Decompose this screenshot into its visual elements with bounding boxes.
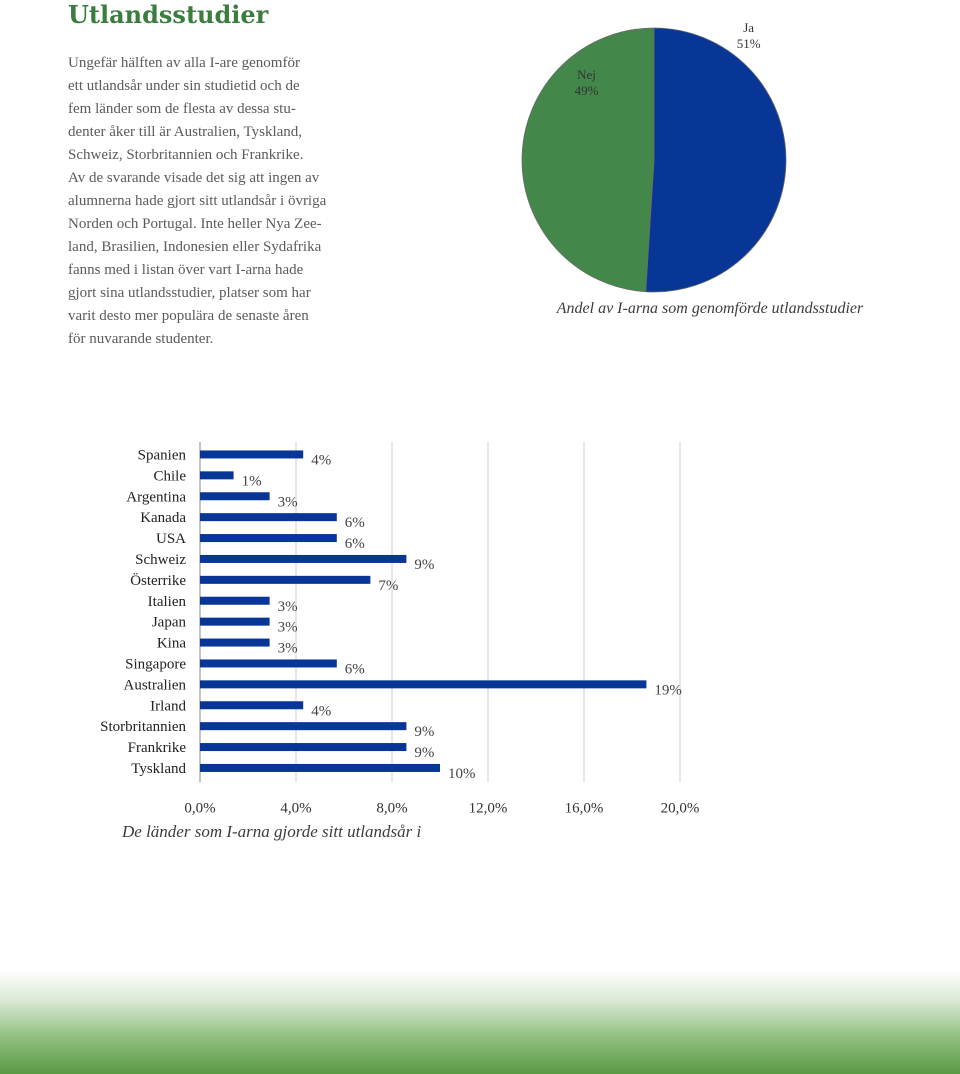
category-label: Italien (147, 593, 186, 610)
intro-line: gjort sina utlandsstudier, platser som har (68, 285, 311, 301)
category-label: Japan (151, 614, 186, 631)
value-label: 3% (277, 494, 298, 511)
category-label: Kanada (140, 510, 186, 527)
category-label: USA (155, 531, 186, 548)
category-label: Österrike (130, 572, 186, 589)
bar-usa (200, 534, 337, 542)
x-tick-label: 4,0% (280, 800, 312, 817)
x-tick-label: 0,0% (184, 800, 216, 817)
category-label: Chile (153, 468, 186, 485)
value-label: 7% (378, 577, 399, 594)
bar-chart (0, 420, 960, 860)
intro-line: fem länder som de flesta av dessa stu- (68, 101, 296, 117)
bar-spanien (200, 450, 303, 458)
x-tick-label: 12,0% (468, 800, 508, 817)
page-title: Utlandsstudier (68, 0, 269, 29)
intro-line: för nuvarande studenter. (68, 331, 214, 347)
intro-paragraph (68, 52, 388, 351)
category-label: Spanien (137, 447, 186, 464)
value-label: 3% (277, 619, 298, 636)
value-label: 9% (414, 724, 435, 741)
pie-chart-caption: Andel av I-arna som genomförde utlandsstudier (556, 300, 864, 317)
x-tick-label: 8,0% (376, 800, 408, 817)
pie-label-nej: Nej (577, 66, 596, 82)
intro-line: Schweiz, Storbritannien och Frankrike. (68, 147, 304, 163)
intro-line: varit desto mer populära de senaste åren (68, 308, 309, 324)
value-label: 4% (311, 452, 332, 469)
value-label: 6% (344, 661, 365, 678)
bar-frankrike (200, 743, 406, 751)
bar-storbritannien (200, 722, 406, 730)
bar-kina (200, 639, 270, 647)
bar-chile (200, 471, 234, 479)
category-label: Argentina (126, 489, 186, 506)
bar-japan (200, 618, 270, 626)
bar-argentina (200, 492, 270, 500)
intro-line: denter åker till är Australien, Tyskland, (68, 124, 303, 140)
intro-line: alumnerna hade gjort sitt utlandsår i övriga (68, 193, 327, 209)
bar-chart-svg (0, 420, 960, 820)
bar-chart-caption: De länder som I-arna gjorde sitt utlandsår i (122, 822, 422, 841)
bar-australien (200, 680, 646, 688)
category-label: Australien (123, 677, 186, 694)
value-label: 9% (414, 745, 435, 762)
intro-line: ett utlandsår under sin studietid och de (68, 78, 300, 94)
category-label: Tyskland (131, 760, 186, 777)
intro-line: land, Brasilien, Indonesien eller Sydafrika (68, 239, 322, 255)
value-label: 19% (654, 682, 682, 699)
x-tick-label: 16,0% (564, 800, 604, 817)
intro-line: Norden och Portugal. Inte heller Nya Zee- (68, 216, 322, 232)
value-label: 10% (448, 765, 476, 782)
category-label: Frankrike (127, 740, 186, 757)
bar-irland (200, 701, 303, 709)
category-label: Kina (156, 635, 186, 652)
pie-label-ja: Ja (743, 20, 755, 36)
intro-line: Av de svarande visade det sig att ingen av (68, 170, 320, 186)
x-tick-label: 20,0% (660, 800, 700, 817)
value-label: 3% (277, 640, 298, 657)
pie-slice-ja (646, 28, 786, 292)
pie-chart (480, 0, 960, 340)
bar-italien (200, 597, 270, 605)
footer-gradient (0, 970, 960, 1074)
value-label: 6% (344, 536, 365, 553)
value-label: 9% (414, 556, 435, 573)
pie-value-nej: 49% (574, 82, 599, 98)
value-label: 3% (277, 598, 298, 615)
pie-chart-svg (480, 0, 960, 300)
category-label: Storbritannien (100, 719, 186, 736)
intro-line: fanns med i listan över vart I-arna hade (68, 262, 304, 278)
bar-singapore (200, 659, 337, 667)
value-label: 6% (344, 515, 365, 532)
bar-österrike (200, 576, 370, 584)
category-label: Schweiz (135, 551, 186, 568)
pie-value-ja: 51% (736, 36, 761, 52)
value-label: 4% (311, 703, 332, 720)
value-label: 1% (241, 473, 262, 490)
bar-tyskland (200, 764, 440, 772)
category-label: Irland (150, 698, 186, 715)
intro-line: Ungefär hälften av alla I-are genomför (68, 55, 300, 71)
bar-schweiz (200, 555, 406, 563)
category-label: Singapore (125, 656, 186, 673)
bar-kanada (200, 513, 337, 521)
